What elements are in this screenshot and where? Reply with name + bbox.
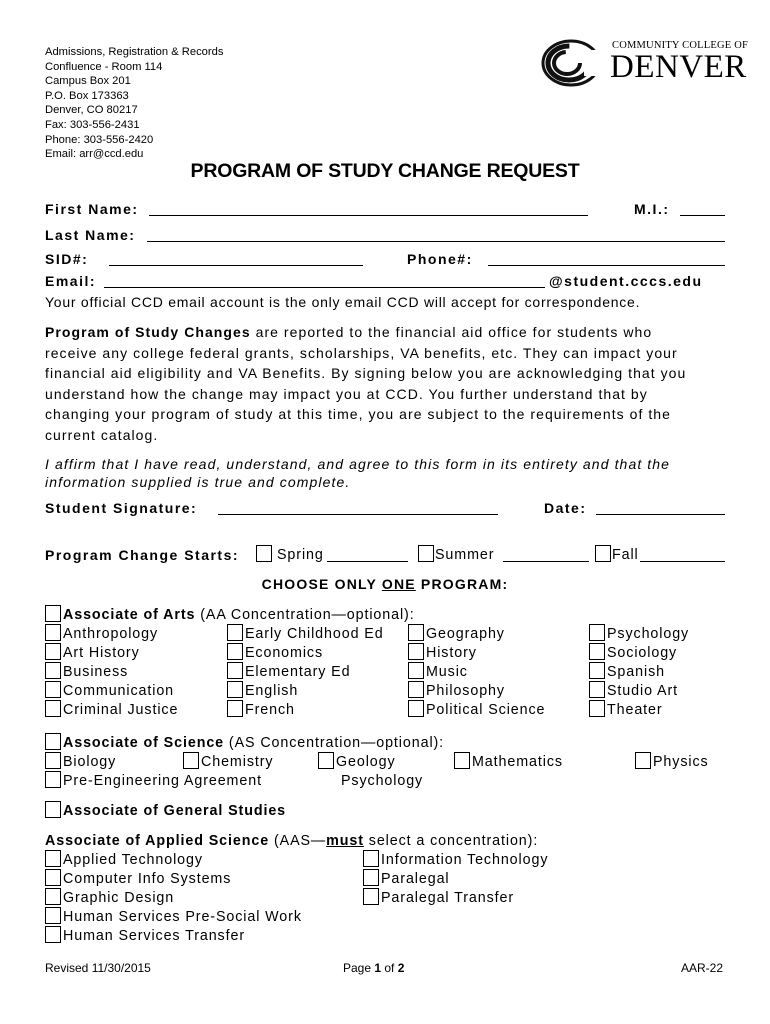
aa-option-label: Philosophy xyxy=(426,683,505,699)
aas-option-checkbox[interactable] xyxy=(363,850,379,867)
aas-option-checkbox[interactable] xyxy=(363,869,379,886)
notice-line: receive any college federal grants, scholarships, VA benefits, etc. They can impact your xyxy=(45,344,678,361)
aa-option-label: French xyxy=(245,702,295,718)
aa-option-checkbox[interactable] xyxy=(589,700,605,717)
affirmation-statement xyxy=(45,455,735,491)
last-name-field[interactable] xyxy=(147,241,725,242)
signature-label: Student Signature: xyxy=(45,500,198,516)
aa-option-label: Elementary Ed xyxy=(245,664,351,680)
aas-option-label: Applied Technology xyxy=(63,852,203,868)
signature-field[interactable] xyxy=(218,514,498,515)
aa-title: Associate of Arts xyxy=(63,607,196,623)
college-swirl-icon xyxy=(540,36,602,88)
program-change-label: Program Change Starts: xyxy=(45,547,240,563)
email-label: Email: xyxy=(45,273,97,289)
aas-note: (AAS— xyxy=(269,833,327,849)
aa-option-checkbox[interactable] xyxy=(227,700,243,717)
as-option-label: Biology xyxy=(63,754,117,770)
revised-date: Revised 11/30/2015 xyxy=(45,961,151,975)
notice-line: understand how the change may impact you at CCD. You further understand that by xyxy=(45,385,648,402)
last-name-label: Last Name: xyxy=(45,227,136,243)
form-code: AAR-22 xyxy=(681,961,724,975)
aa-heading xyxy=(63,606,415,624)
aas-option-label: Computer Info Systems xyxy=(63,871,232,887)
aa-option-checkbox[interactable] xyxy=(589,681,605,698)
aa-option-checkbox[interactable] xyxy=(227,624,243,641)
aa-option-checkbox[interactable] xyxy=(227,681,243,698)
fall-checkbox[interactable] xyxy=(595,545,611,562)
date-field[interactable] xyxy=(596,514,725,515)
email-domain: @student.cccs.edu xyxy=(549,273,703,289)
address-line: Confluence - Room 114 xyxy=(45,60,163,73)
aa-option-checkbox[interactable] xyxy=(45,662,61,679)
aa-option-checkbox[interactable] xyxy=(45,681,61,698)
aas-option-checkbox[interactable] xyxy=(45,869,61,886)
address-line: Denver, CO 80217 xyxy=(45,104,138,117)
email-note: Your official CCD email account is the only email CCD will accept for correspondence. xyxy=(45,294,641,310)
spring-label: Spring xyxy=(277,547,324,563)
address-line: Admissions, Registration & Records xyxy=(45,46,224,58)
as-option-label: Mathematics xyxy=(472,754,563,770)
notice-paragraph xyxy=(45,322,735,446)
aa-option-checkbox[interactable] xyxy=(408,662,424,679)
aas-option-label: Paralegal Transfer xyxy=(381,890,515,906)
first-name-label: First Name: xyxy=(45,201,139,217)
aa-option-checkbox[interactable] xyxy=(227,662,243,679)
as-option-label: Physics xyxy=(653,754,709,770)
aas-option-label: Graphic Design xyxy=(63,890,175,906)
aa-option-checkbox[interactable] xyxy=(227,643,243,660)
aa-option-label: History xyxy=(426,645,477,661)
address-line: Fax: 303-556-2431 xyxy=(45,118,140,131)
aa-option-label: Criminal Justice xyxy=(63,702,179,718)
as-heading xyxy=(63,734,444,752)
aa-option-label: Political Science xyxy=(426,702,546,718)
aas-option-checkbox[interactable] xyxy=(45,888,61,905)
aa-option-label: Spanish xyxy=(607,664,665,680)
as-option-checkbox-chemistry[interactable] xyxy=(183,752,199,769)
office-address xyxy=(45,45,223,162)
aa-option-checkbox[interactable] xyxy=(589,643,605,660)
ags-checkbox[interactable] xyxy=(45,801,61,818)
aas-option-label: Human Services Transfer xyxy=(63,928,245,944)
aa-option-label: Music xyxy=(426,664,468,680)
phone-field[interactable] xyxy=(488,265,725,266)
spring-year-field[interactable] xyxy=(327,561,408,562)
aas-note: select a concentration): xyxy=(363,833,539,849)
first-name-field[interactable] xyxy=(149,215,588,216)
aa-option-checkbox[interactable] xyxy=(408,624,424,641)
aas-option-checkbox[interactable] xyxy=(45,926,61,943)
form-title: PROGRAM OF STUDY CHANGE REQUEST xyxy=(190,160,580,182)
fall-year-field[interactable] xyxy=(640,561,725,562)
address-line: Phone: 303-556-2420 xyxy=(45,133,154,146)
affirmation-line: I affirm that I have read, understand, and agree to this form in its entirety and that the xyxy=(45,456,671,472)
aas-title: Associate of Applied Science xyxy=(45,833,270,849)
as-title: Associate of Science xyxy=(63,735,225,751)
phone-label: Phone#: xyxy=(407,251,473,267)
as-option-checkbox-pre-engineering[interactable] xyxy=(45,771,61,788)
aa-option-label: Geography xyxy=(426,626,505,642)
aa-note: (AA Concentration—optional): xyxy=(195,607,415,623)
notice-lead: Program of Study Changes xyxy=(45,324,251,340)
as-option-label: Geology xyxy=(336,754,396,770)
aa-option-label: Early Childhood Ed xyxy=(245,626,384,642)
middle-initial-field[interactable] xyxy=(680,215,725,216)
as-note: (AS Concentration—optional): xyxy=(224,735,445,751)
as-option-label: Pre-Engineering Agreement xyxy=(63,773,262,789)
address-line: P.O. Box 173363 xyxy=(45,89,129,102)
aa-option-label: Theater xyxy=(607,702,663,718)
aas-must: must xyxy=(326,833,364,849)
aa-option-label: Sociology xyxy=(607,645,678,661)
choose-text: CHOOSE ONLY xyxy=(261,576,382,592)
date-label: Date: xyxy=(544,500,587,516)
aa-option-checkbox[interactable] xyxy=(589,662,605,679)
aa-option-label: Art History xyxy=(63,645,140,661)
aa-option-checkbox[interactable] xyxy=(408,681,424,698)
aa-option-label: Economics xyxy=(245,645,324,661)
aa-option-checkbox[interactable] xyxy=(45,700,61,717)
choose-text: PROGRAM: xyxy=(415,576,509,592)
as-option-checkbox-geology[interactable] xyxy=(318,752,334,769)
aas-option-checkbox[interactable] xyxy=(45,850,61,867)
aa-option-checkbox[interactable] xyxy=(589,624,605,641)
summer-label: Summer xyxy=(435,547,495,563)
email-field[interactable] xyxy=(104,287,545,288)
sid-label: SID#: xyxy=(45,251,89,267)
affirmation-line: information supplied is true and complete. xyxy=(45,474,351,490)
aa-checkbox[interactable] xyxy=(45,605,61,622)
summer-checkbox[interactable] xyxy=(418,545,434,562)
mi-label: M.I.: xyxy=(634,201,670,217)
summer-year-field[interactable] xyxy=(503,561,589,562)
notice-line: changing your program of study at this time, you are subject to the requirements of the xyxy=(45,406,671,423)
aa-option-checkbox[interactable] xyxy=(408,643,424,660)
aas-option-checkbox[interactable] xyxy=(363,888,379,905)
sid-field[interactable] xyxy=(109,265,363,266)
as-checkbox[interactable] xyxy=(45,733,61,750)
ags-title: Associate of General Studies xyxy=(63,803,287,819)
logo-line-denver: DENVER xyxy=(610,49,747,85)
choose-emphasis: ONE xyxy=(381,576,416,592)
aa-option-checkbox[interactable] xyxy=(45,624,61,641)
aas-option-checkbox[interactable] xyxy=(45,907,61,924)
as-option-label: Chemistry xyxy=(201,754,274,770)
address-line: Campus Box 201 xyxy=(45,75,131,88)
notice-line: are reported to the financial aid office for students who xyxy=(250,324,653,340)
aas-option-label: Human Services Pre-Social Work xyxy=(63,909,302,925)
aa-option-label: Studio Art xyxy=(607,683,678,699)
aa-option-label: English xyxy=(245,683,299,699)
spring-checkbox[interactable] xyxy=(256,545,272,562)
as-option-checkbox-physics[interactable] xyxy=(635,752,651,769)
aa-option-label: Communication xyxy=(63,683,175,699)
as-option-checkbox-mathematics[interactable] xyxy=(454,752,470,769)
aas-option-label: Paralegal xyxy=(381,871,450,887)
choose-one-heading xyxy=(0,576,770,592)
aas-option-label: Information Technology xyxy=(381,852,549,868)
as-option-checkbox-biology[interactable] xyxy=(45,752,61,769)
aa-option-label: Psychology xyxy=(607,626,690,642)
college-logo xyxy=(540,36,749,88)
page-number: Page 1 of 2 xyxy=(343,961,405,975)
aa-option-checkbox[interactable] xyxy=(408,700,424,717)
aas-heading xyxy=(45,832,538,850)
notice-line: current catalog. xyxy=(45,426,159,443)
notice-line: financial aid eligibility and VA Benefits. By signing below you are acknowledging that you xyxy=(45,365,687,382)
aa-option-checkbox[interactable] xyxy=(45,643,61,660)
address-line: Email: arr@ccd.edu xyxy=(45,148,144,161)
aa-option-label: Business xyxy=(63,664,129,680)
logo-line-top: COMMUNITY COLLEGE OF xyxy=(612,40,749,51)
as-option-label: Psychology xyxy=(341,773,424,789)
fall-label: Fall xyxy=(612,547,639,563)
aa-option-label: Anthropology xyxy=(63,626,159,642)
